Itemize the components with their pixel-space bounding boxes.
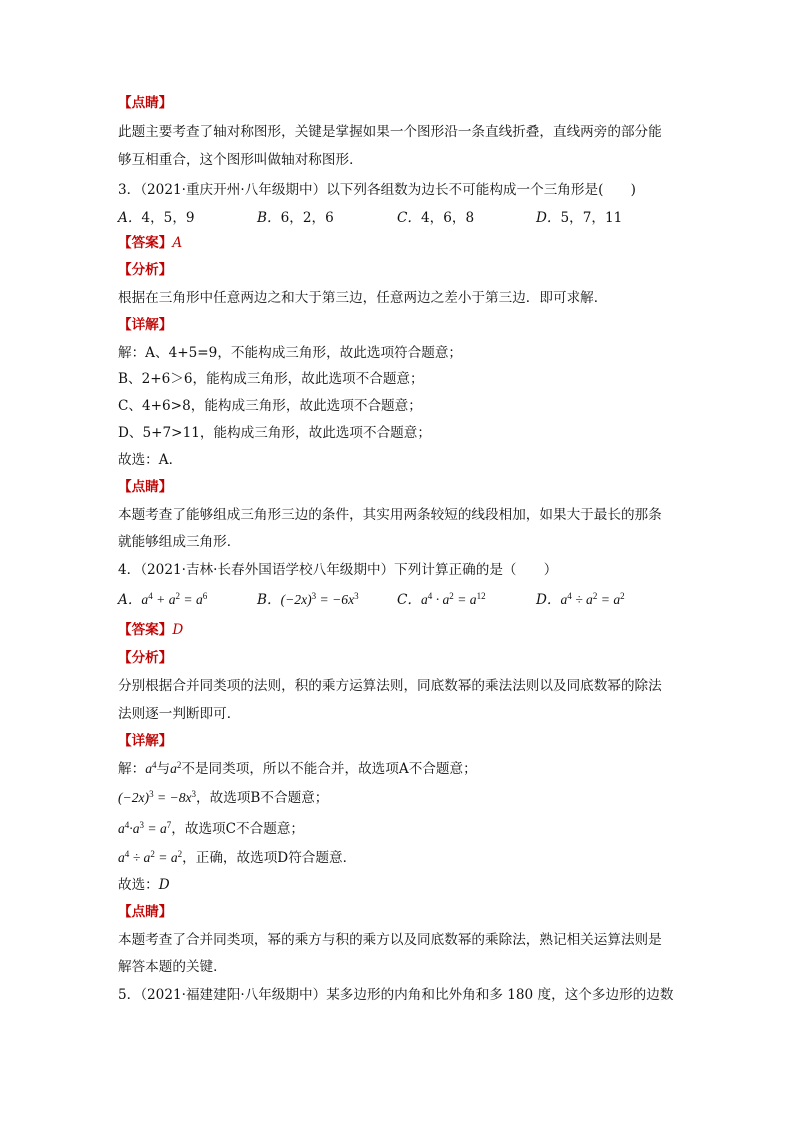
text-line: $a^4\cdot a^3 = a^7$，故选项C不合题意； [118,820,305,837]
heading-fenxi: 【分析】 [118,650,173,666]
text-line: B、2+6＞6，能构成三角形，故此选项不合题意； [118,371,424,387]
text-line: 解答本题的关键． [118,959,227,975]
heading-dianjing: 【点睛】 [118,904,173,920]
question-3: 3．（2021·重庆开州·八年级期中）以下列各组数为边长不可能构成一个三角形是( ) [118,182,636,198]
text-line: D、5+7>11，能构成三角形，故此选项不合题意； [118,425,431,441]
text-line: 根据在三角形中任意两边之和大于第三边，任意两边之差小于第三边．即可求解． [118,290,608,306]
heading-xiangjie: 【详解】 [118,317,173,333]
text-line: 故选：A． [118,452,183,468]
answer-line: 【答案】D [118,622,184,638]
text-line: 解：A、4+5=9，不能构成三角形，故此选项符合题意； [118,345,463,361]
heading-dianjing: 【点睛】 [118,479,173,495]
text-line: $(-2x)^3 = -8x^3$，故选项B不合题意； [118,789,329,806]
option-b: B．$(-2x)^3 = -6x^3$ [257,591,359,608]
heading-dianjing: 【点睛】 [118,95,173,111]
text-line: 分别根据合并同类项的法则，积的乘方运算法则，同底数幂的乘法法则以及同底数幂的除法 [118,678,662,694]
text-line: 本题考查了能够组成三角形三边的条件，其实用两条较短的线段相加，如果大于最长的那条 [118,507,662,523]
option-d: D．$a^4 \div a^2 = a^2$ [536,591,625,608]
heading-fenxi: 【分析】 [118,262,173,278]
option-d: D．5，7，11 [536,210,623,226]
question-4: 4．（2021·吉林·长春外国语学校八年级期中）下列计算正确的是（ ） [118,562,558,578]
text-line: 本题考查了合并同类项，幂的乘方与积的乘方以及同底数幂的乘除法，熟记相关运算法则是 [118,932,662,948]
text-line: 此题主要考查了轴对称图形，关键是掌握如果一个图形沿一条直线折叠，直线两旁的部分能 [118,124,662,140]
text-line: 法则逐一判断即可． [118,706,241,722]
option-c: C．$a^4 \cdot a^2 = a^{12}$ [397,591,486,608]
text-line: 解：$a^4$与$a^2$不是同类项，所以不能合并，故选项A不合题意； [118,760,477,777]
text-line: 就能够组成三角形． [118,534,241,550]
question-5: 5．（2021·福建建阳·八年级期中）某多边形的内角和比外角和多 180 度，这个多边形的边数 [118,987,674,1003]
text-line: 够互相重合，这个图形叫做轴对称图形． [118,152,363,168]
heading-xiangjie: 【详解】 [118,733,173,749]
text-line: $a^4 \div a^2 = a^2$，正确，故选项D符合题意． [118,849,357,866]
option-b: B．6，2，6 [257,210,334,226]
text-line: C、4+6>8，能构成三角形，故此选项不合题意； [118,398,422,414]
option-a: A．4，5，9 [118,210,195,226]
option-c: C．4，6，8 [397,210,475,226]
answer-line: 【答案】A [118,235,183,251]
text-line: 故选：D [118,877,170,893]
option-a: A．$a^4 + a^2 = a^6$ [118,591,208,608]
